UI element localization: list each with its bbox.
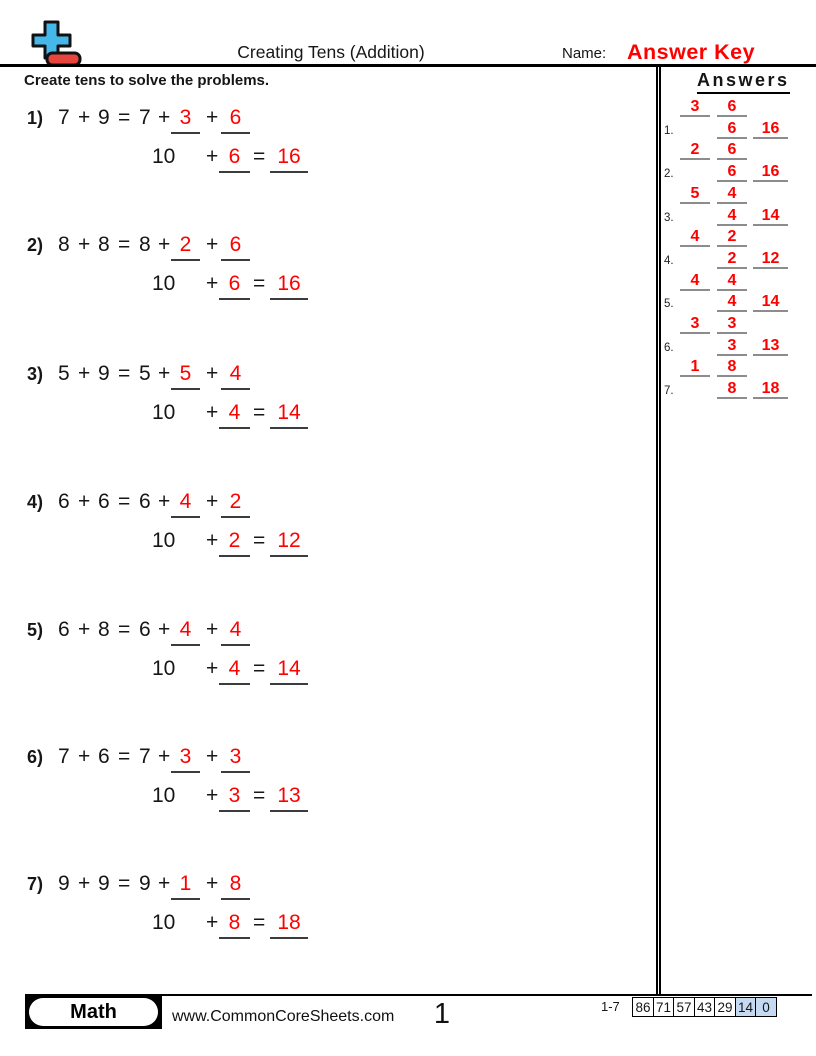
name-label: Name: <box>562 45 607 62</box>
problem-number: 1) <box>27 108 44 128</box>
sum-blank: 12 <box>270 525 308 557</box>
equation-token: = <box>118 872 131 895</box>
answer-split2: 8 <box>717 358 747 377</box>
score-cell: 0 <box>755 997 777 1017</box>
page-title: Creating Tens (Addition) <box>237 42 425 62</box>
equation-token: + <box>206 145 219 168</box>
answer-split2: 3 <box>717 315 747 334</box>
equation-token: + <box>206 272 219 295</box>
split1-blank: 3 <box>171 741 200 773</box>
problem-line-1 <box>27 106 372 138</box>
second-addend-blank: 4 <box>219 397 250 429</box>
equation-token: + <box>206 106 219 129</box>
answer-row-splits <box>660 358 812 377</box>
answer-number: 5. <box>664 298 674 311</box>
equation-token: = <box>253 145 266 168</box>
split2-blank: 2 <box>221 486 250 518</box>
problem <box>27 618 372 698</box>
equation-token: = <box>118 362 131 385</box>
equation-token: = <box>253 272 266 295</box>
problem <box>27 872 372 952</box>
equation-token: 6 <box>98 745 110 768</box>
answer-sum: 14 <box>753 293 788 312</box>
website-text: www.CommonCoreSheets.com <box>172 1008 395 1025</box>
answer-number: 7. <box>664 385 674 398</box>
equation-token: = <box>118 745 131 768</box>
equation-token: + <box>158 745 171 768</box>
answer-split1: 3 <box>680 315 710 334</box>
answer-split2: 6 <box>717 141 747 160</box>
problem-number: 5) <box>27 620 44 640</box>
answer-sum: 12 <box>753 250 788 269</box>
answer-second: 4 <box>717 207 747 226</box>
equation-token: 9 <box>58 872 70 895</box>
equation-token: = <box>253 529 266 552</box>
equation-token: + <box>206 529 219 552</box>
answer-row-splits <box>660 98 812 117</box>
answer-number: 2. <box>664 168 674 181</box>
problem-number: 2) <box>27 235 44 255</box>
equation-token: + <box>78 745 91 768</box>
answer-sum: 16 <box>753 120 788 139</box>
split2-blank: 4 <box>221 358 250 390</box>
equation-token: + <box>206 872 219 895</box>
ten-token: 10 <box>152 145 176 168</box>
answer-second: 8 <box>717 380 747 399</box>
split2-blank: 6 <box>221 229 250 261</box>
second-addend-blank: 8 <box>219 907 250 939</box>
equation-token: 9 <box>98 362 110 385</box>
answer-sum: 18 <box>753 380 788 399</box>
equation-token: + <box>78 233 91 256</box>
equation-token: 6 <box>98 490 110 513</box>
equation-token: 6 <box>58 618 70 641</box>
answer-row-sum <box>660 120 812 139</box>
equation-token: + <box>206 490 219 513</box>
equation-token: + <box>206 657 219 680</box>
split2-blank: 4 <box>221 614 250 646</box>
answer-split1: 5 <box>680 185 710 204</box>
equation-token: 6 <box>58 490 70 513</box>
second-addend-blank: 2 <box>219 525 250 557</box>
ten-token: 10 <box>152 657 176 680</box>
problem-line-2 <box>27 272 372 304</box>
answer-number: 6. <box>664 341 674 354</box>
problem <box>27 490 372 570</box>
subject-badge <box>25 995 162 1029</box>
split1-blank: 2 <box>171 229 200 261</box>
answer-row-splits <box>660 272 812 291</box>
header-rule <box>0 64 816 67</box>
second-addend-blank: 4 <box>219 653 250 685</box>
answer-key-text: Answer Key <box>627 40 756 64</box>
equation-token: + <box>206 784 219 807</box>
equation-token: 6 <box>139 490 151 513</box>
answer-row-sum <box>660 163 812 182</box>
split1-blank: 3 <box>171 102 200 134</box>
answer-split2: 4 <box>717 185 747 204</box>
equation-token: + <box>158 490 171 513</box>
equation-token: + <box>78 872 91 895</box>
answer-row-sum <box>660 380 812 399</box>
answer-split2: 2 <box>717 228 747 247</box>
ten-token: 10 <box>152 401 176 424</box>
problem-line-2 <box>27 529 372 561</box>
problem-line-2 <box>27 145 372 177</box>
answer-split2: 4 <box>717 272 747 291</box>
problem <box>27 745 372 825</box>
equation-token: 9 <box>98 872 110 895</box>
answer-sum: 16 <box>753 163 788 182</box>
equation-token: = <box>253 657 266 680</box>
problem-line-2 <box>27 401 372 433</box>
equation-token: = <box>253 911 266 934</box>
sum-blank: 13 <box>270 780 308 812</box>
equation-token: = <box>118 106 131 129</box>
problem-number: 4) <box>27 492 44 512</box>
equation-token: + <box>206 745 219 768</box>
answer-second: 6 <box>717 120 747 139</box>
problem-line-1 <box>27 362 372 394</box>
equation-token: 5 <box>139 362 151 385</box>
equation-token: 8 <box>98 618 110 641</box>
page-number: 1 <box>433 998 451 1030</box>
equation-token: = <box>118 618 131 641</box>
problem-line-2 <box>27 657 372 689</box>
answer-row-splits <box>660 185 812 204</box>
equation-token: + <box>206 618 219 641</box>
ten-token: 10 <box>152 911 176 934</box>
answer-row-splits <box>660 141 812 160</box>
equation-token: = <box>253 401 266 424</box>
problem-number: 7) <box>27 874 44 894</box>
answer-second: 4 <box>717 293 747 312</box>
second-addend-blank: 6 <box>219 141 250 173</box>
split2-blank: 6 <box>221 102 250 134</box>
split2-blank: 3 <box>221 741 250 773</box>
answer-split1: 1 <box>680 358 710 377</box>
answer-sum: 13 <box>753 337 788 356</box>
answer-number: 3. <box>664 211 674 224</box>
score-grid <box>632 997 777 1017</box>
sum-blank: 16 <box>270 268 308 300</box>
logo <box>22 12 84 69</box>
problem-line-2 <box>27 784 372 816</box>
problem-line-1 <box>27 233 372 265</box>
score-cell: 86 <box>632 997 654 1017</box>
sum-blank: 16 <box>270 141 308 173</box>
split1-blank: 4 <box>171 486 200 518</box>
answer-split1: 4 <box>680 228 710 247</box>
split1-blank: 1 <box>171 868 200 900</box>
answer-split1: 3 <box>680 98 710 117</box>
problem-line-1 <box>27 872 372 904</box>
problem-line-2 <box>27 911 372 943</box>
split2-blank: 8 <box>221 868 250 900</box>
problem-number: 3) <box>27 364 44 384</box>
second-addend-blank: 3 <box>219 780 250 812</box>
equation-token: + <box>206 233 219 256</box>
equation-token: 9 <box>139 872 151 895</box>
equation-token: = <box>253 784 266 807</box>
subject-badge-label: Math <box>29 998 158 1026</box>
split1-blank: 4 <box>171 614 200 646</box>
answer-second: 2 <box>717 250 747 269</box>
answer-row-sum <box>660 337 812 356</box>
equation-token: + <box>206 362 219 385</box>
score-range-label: 1-7 <box>601 999 620 1014</box>
equation-token: + <box>158 618 171 641</box>
equation-token: 8 <box>139 233 151 256</box>
equation-token: + <box>78 106 91 129</box>
equation-token: 7 <box>139 745 151 768</box>
equation-token: + <box>206 401 219 424</box>
answer-row-splits <box>660 228 812 247</box>
answers-title: Answers <box>697 70 790 94</box>
score-cell: 14 <box>735 997 757 1017</box>
answer-split1: 2 <box>680 141 710 160</box>
split1-blank: 5 <box>171 358 200 390</box>
score-cell: 57 <box>673 997 695 1017</box>
problem-line-1 <box>27 490 372 522</box>
score-cell: 71 <box>653 997 675 1017</box>
sum-blank: 14 <box>270 653 308 685</box>
answer-row-sum <box>660 207 812 226</box>
equation-token: + <box>78 618 91 641</box>
instructions: Create tens to solve the problems. <box>24 72 270 89</box>
answer-second: 6 <box>717 163 747 182</box>
problem-line-1 <box>27 745 372 777</box>
equation-token: = <box>118 233 131 256</box>
answer-split2: 6 <box>717 98 747 117</box>
problem <box>27 362 372 442</box>
problem-number: 6) <box>27 747 44 767</box>
equation-token: + <box>158 106 171 129</box>
sum-blank: 18 <box>270 907 308 939</box>
equation-token: 8 <box>98 233 110 256</box>
equation-token: = <box>118 490 131 513</box>
equation-token: + <box>206 911 219 934</box>
equation-token: + <box>158 872 171 895</box>
answer-split1: 4 <box>680 272 710 291</box>
equation-token: + <box>78 490 91 513</box>
ten-token: 10 <box>152 529 176 552</box>
second-addend-blank: 6 <box>219 268 250 300</box>
answers-divider <box>656 66 661 994</box>
answer-row-splits <box>660 315 812 334</box>
answer-number: 1. <box>664 124 674 137</box>
equation-token: 7 <box>139 106 151 129</box>
answer-row-sum <box>660 250 812 269</box>
answer-sum: 14 <box>753 207 788 226</box>
equation-token: 7 <box>58 106 70 129</box>
equation-token: 6 <box>139 618 151 641</box>
sum-blank: 14 <box>270 397 308 429</box>
equation-token: + <box>78 362 91 385</box>
equation-token: 9 <box>98 106 110 129</box>
ten-token: 10 <box>152 272 176 295</box>
answer-row-sum <box>660 293 812 312</box>
problem-line-1 <box>27 618 372 650</box>
equation-token: 8 <box>58 233 70 256</box>
score-cell: 29 <box>714 997 736 1017</box>
equation-token: 7 <box>58 745 70 768</box>
problem <box>27 233 372 313</box>
equation-token: 5 <box>58 362 70 385</box>
answer-number: 4. <box>664 254 674 267</box>
score-cell: 43 <box>694 997 716 1017</box>
equation-token: + <box>158 233 171 256</box>
problem <box>27 106 372 186</box>
answer-second: 3 <box>717 337 747 356</box>
equation-token: + <box>158 362 171 385</box>
ten-token: 10 <box>152 784 176 807</box>
